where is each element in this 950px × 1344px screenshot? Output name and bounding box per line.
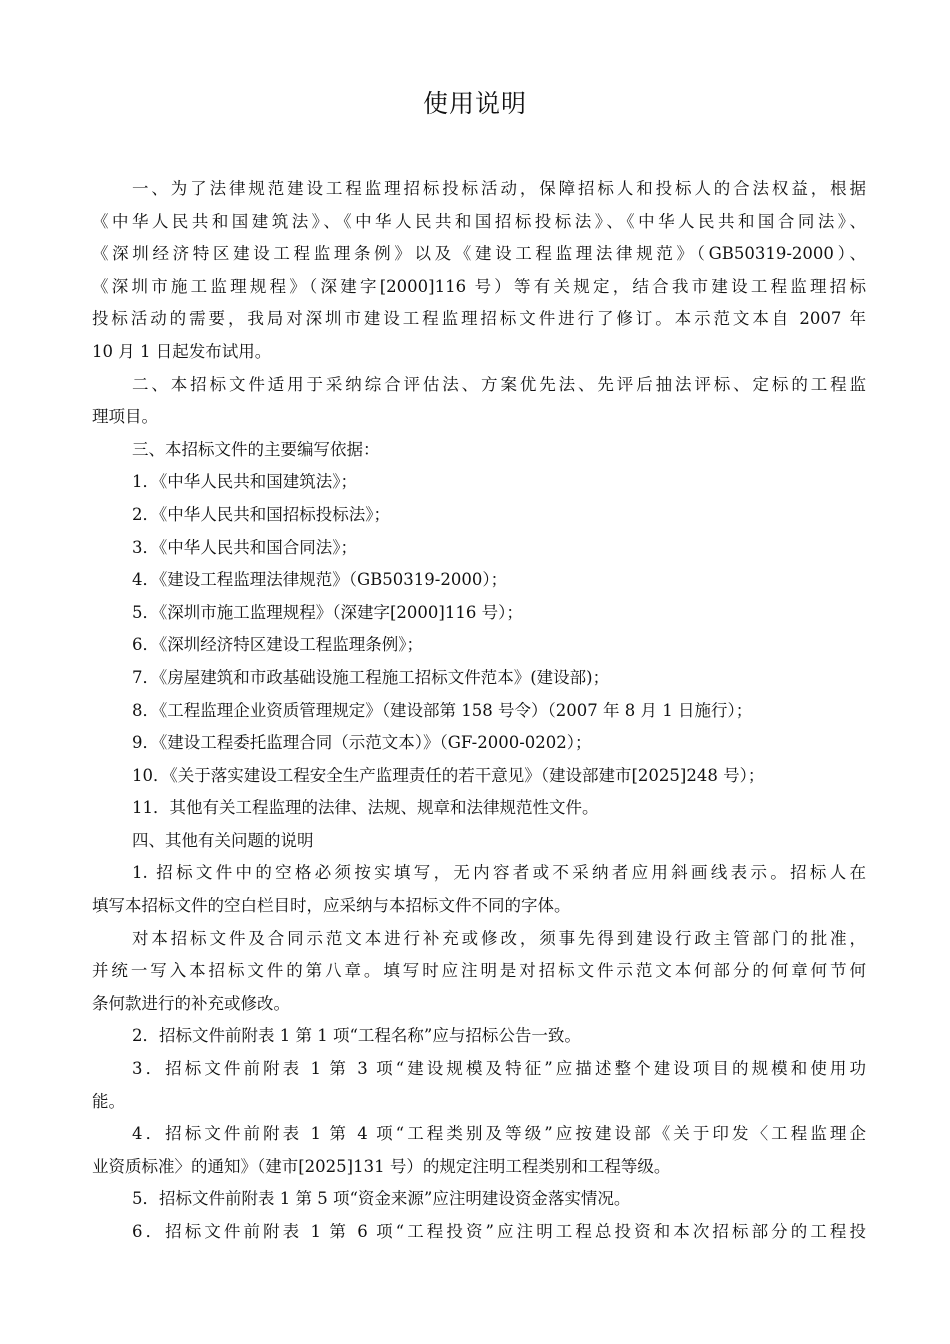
paragraph-line: 4．招标文件前附表 1 第 4 项“工程类别及等级”应按建设部《关于印发〈工程监理企	[132, 1124, 866, 1144]
paragraph-line: 3．《中华人民共和国合同法》；	[132, 537, 357, 557]
document-body	[92, 173, 866, 1249]
paragraph-line: 业资质标准〉的通知》（建市[2025]131 号）的规定注明工程类别和工程等级。	[92, 1156, 671, 1176]
paragraph-line: 3．招标文件前附表 1 第 3 项“建设规模及特征”应描述整个建设项目的规模和使用功	[132, 1059, 866, 1079]
paragraph-line: 1. 招标文件中的空格必须按实填写，无内容者或不采纳者应用斜画线表示。招标人在	[132, 863, 866, 883]
paragraph-line: 11．其他有关工程监理的法律、法规、规章和法律规范性文件。	[132, 798, 599, 818]
paragraph-line: 5．招标文件前附表 1 第 5 项“资金来源”应注明建设资金落实情况。	[132, 1189, 631, 1209]
paragraph-line: 9．《建设工程委托监理合同（示范文本）》（GF-2000-0202）；	[132, 733, 592, 753]
paragraph-line: 6．《深圳经济特区建设工程监理条例》；	[132, 635, 423, 655]
paragraph-line: 填写本招标文件的空白栏目时，应采纳与本招标文件不同的字体。	[92, 896, 571, 916]
paragraph-line: 一、为了法律规范建设工程监理招标投标活动，保障招标人和投标人的合法权益，根据	[132, 179, 866, 198]
paragraph-line: 1．《中华人民共和国建筑法》；	[132, 472, 357, 492]
page-title: 使用说明	[422, 89, 527, 118]
paragraph-line: 并统一写入本招标文件的第八章。填写时应注明是对招标文件示范文本何部分的何章何节何	[92, 961, 866, 981]
paragraph-line: 4．《建设工程监理法律规范》（GB50319-2000）；	[132, 570, 508, 590]
paragraph-line: 对本招标文件及合同示范文本进行补充或修改，须事先得到建设行政主管部门的批准，	[132, 928, 866, 948]
paragraph-line: 《深圳市施工监理规程》（深建字[2000]116 号）等有关规定，结合我市建设工程监理招标	[92, 276, 866, 296]
paragraph-line: 能。	[92, 1091, 125, 1111]
paragraph-line: 投标活动的需要，我局对深圳市建设工程监理招标文件进行了修订。本示范文本自 2007 年	[92, 309, 866, 329]
paragraph-line: 《深圳经济特区建设工程监理条例》以及《建设工程监理法律规范》（GB50319-2000）、	[92, 244, 866, 264]
paragraph-line: 理项目。	[92, 407, 158, 427]
paragraph-line: 四、其他有关问题的说明	[132, 830, 314, 850]
paragraph-line: 《中华人民共和国建筑法》、《中华人民共和国招标投标法》、《中华人民共和国合同法》、	[92, 211, 866, 231]
paragraph-line: 条何款进行的补充或修改。	[92, 993, 290, 1013]
paragraph-line: 10 月 1 日起发布试用。	[92, 341, 272, 361]
paragraph-line: 2．《中华人民共和国招标投标法》；	[132, 504, 390, 524]
paragraph-line: 6．招标文件前附表 1 第 6 项“工程投资”应注明工程总投资和本次招标部分的工程投	[132, 1222, 866, 1241]
paragraph-line: 7．《房屋建筑和市政基础设施工程施工招标文件范本》(建设部)；	[132, 667, 610, 687]
paragraph-line: 2．招标文件前附表 1 第 1 项“工程名称”应与招标公告一致。	[132, 1026, 581, 1046]
paragraph-line: 二、本招标文件适用于采纳综合评估法、方案优先法、先评后抽法评标、定标的工程监	[132, 374, 866, 394]
paragraph-line: 三、本招标文件的主要编写依据：	[132, 439, 380, 459]
paragraph-line: 5．《深圳市施工监理规程》（深建字[2000]116 号）；	[132, 602, 523, 622]
paragraph-line: 10．《关于落实建设工程安全生产监理责任的若干意见》（建设部建市[2025]248 号）；	[132, 765, 765, 785]
paragraph-line: 8．《工程监理企业资质管理规定》（建设部第 158 号令）（2007 年 8 月 1 日施行）；	[132, 700, 753, 720]
